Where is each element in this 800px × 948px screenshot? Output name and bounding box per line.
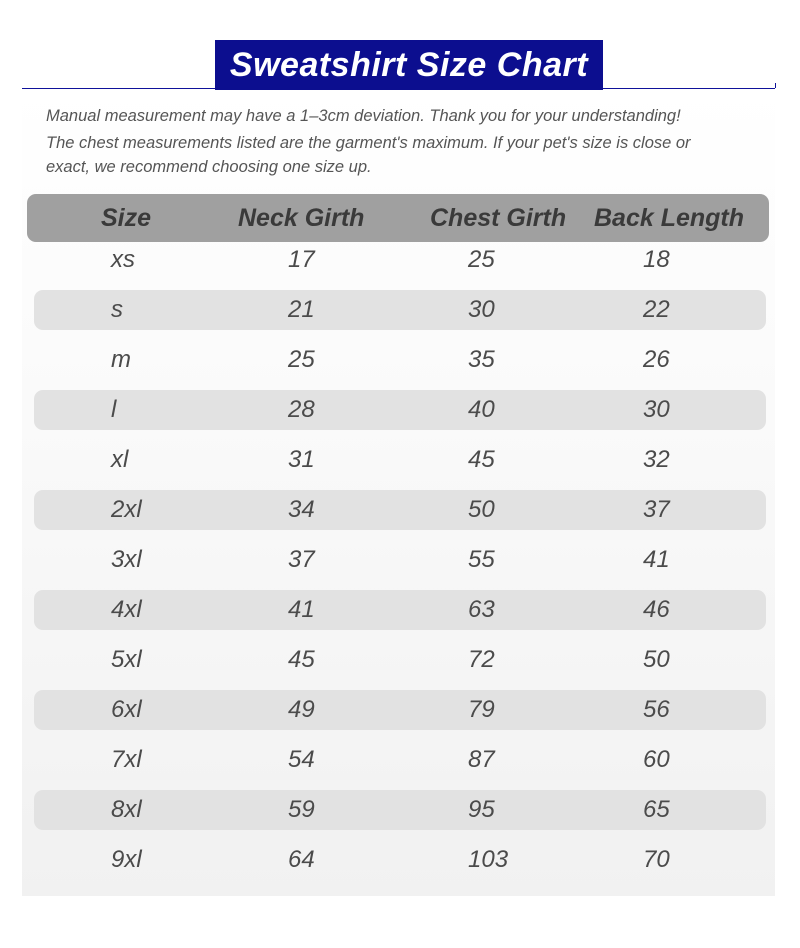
- cell-size: xl: [111, 446, 129, 473]
- cell-chest-girth: 50: [468, 496, 495, 523]
- cell-neck-girth: 31: [288, 446, 315, 473]
- cell-chest-girth: 55: [468, 546, 495, 573]
- cell-neck-girth: 34: [288, 496, 315, 523]
- cell-chest-girth: 95: [468, 796, 495, 823]
- table-row: [34, 240, 766, 280]
- cell-back-length: 56: [643, 696, 670, 723]
- header-chest-girth: Chest Girth: [430, 204, 567, 232]
- cell-chest-girth: 72: [468, 646, 495, 673]
- cell-size: 5xl: [111, 646, 142, 673]
- table-row: [34, 740, 766, 780]
- table-row: [34, 390, 766, 430]
- cell-size: 8xl: [111, 796, 142, 823]
- cell-neck-girth: 37: [288, 546, 315, 573]
- cell-back-length: 22: [643, 296, 670, 323]
- cell-neck-girth: 64: [288, 846, 315, 873]
- cell-chest-girth: 87: [468, 746, 495, 773]
- cell-back-length: 37: [643, 496, 670, 523]
- table-row: [34, 590, 766, 630]
- note-chest-line-1: The chest measurements listed are the garment's maximum. If your pet's size is close or: [46, 133, 691, 152]
- table-row: [34, 790, 766, 830]
- cell-neck-girth: 28: [288, 396, 315, 423]
- header-neck-girth: Neck Girth: [238, 204, 365, 232]
- table-row: [34, 490, 766, 530]
- cell-size: 3xl: [111, 546, 142, 573]
- cell-chest-girth: 25: [468, 246, 495, 273]
- table-row: [34, 440, 766, 480]
- cell-neck-girth: 59: [288, 796, 315, 823]
- cell-neck-girth: 49: [288, 696, 315, 723]
- cell-neck-girth: 21: [288, 296, 315, 323]
- cell-neck-girth: 45: [288, 646, 315, 673]
- note-deviation: Manual measurement may have a 1–3cm deviation. Thank you for your understanding!: [46, 107, 681, 125]
- cell-back-length: 30: [643, 396, 670, 423]
- cell-chest-girth: 63: [468, 596, 495, 623]
- table-header: [27, 194, 769, 242]
- cell-chest-girth: 35: [468, 346, 495, 373]
- cell-neck-girth: 17: [288, 246, 315, 273]
- header-back-length: Back Length: [594, 204, 745, 232]
- cell-size: 4xl: [111, 596, 142, 623]
- cell-chest-girth: 30: [468, 296, 495, 323]
- table-row: [34, 340, 766, 380]
- cell-back-length: 26: [643, 346, 670, 373]
- note-chest-line-2: exact, we recommend choosing one size up.: [46, 158, 372, 176]
- measurement-notes: [46, 104, 766, 180]
- cell-back-length: 60: [643, 746, 670, 773]
- cell-back-length: 50: [643, 646, 670, 673]
- cell-size: 2xl: [111, 496, 142, 523]
- table-row: [34, 840, 766, 880]
- cell-chest-girth: 45: [468, 446, 495, 473]
- cell-neck-girth: 41: [288, 596, 315, 623]
- cell-chest-girth: 79: [468, 696, 495, 723]
- cell-size: l: [111, 396, 117, 423]
- cell-chest-girth: 40: [468, 396, 495, 423]
- cell-back-length: 18: [643, 246, 670, 273]
- cell-back-length: 65: [643, 796, 670, 823]
- cell-chest-girth: 103: [468, 846, 509, 873]
- cell-back-length: 70: [643, 846, 670, 873]
- cell-neck-girth: 54: [288, 746, 315, 773]
- cell-size: xs: [111, 246, 135, 273]
- cell-back-length: 32: [643, 446, 670, 473]
- header-size: Size: [101, 204, 152, 232]
- table-row: [34, 640, 766, 680]
- cell-back-length: 46: [643, 596, 670, 623]
- cell-size: 6xl: [111, 696, 142, 723]
- table-row: [34, 540, 766, 580]
- table-row: [34, 290, 766, 330]
- divider-tick: [767, 83, 776, 88]
- cell-back-length: 41: [643, 546, 670, 573]
- cell-size: 7xl: [111, 746, 142, 773]
- cell-size: 9xl: [111, 846, 142, 873]
- page-title: Sweatshirt Size Chart: [215, 40, 603, 90]
- table-row: [34, 690, 766, 730]
- cell-neck-girth: 25: [288, 346, 315, 373]
- cell-size: m: [111, 346, 131, 373]
- cell-size: s: [111, 296, 123, 323]
